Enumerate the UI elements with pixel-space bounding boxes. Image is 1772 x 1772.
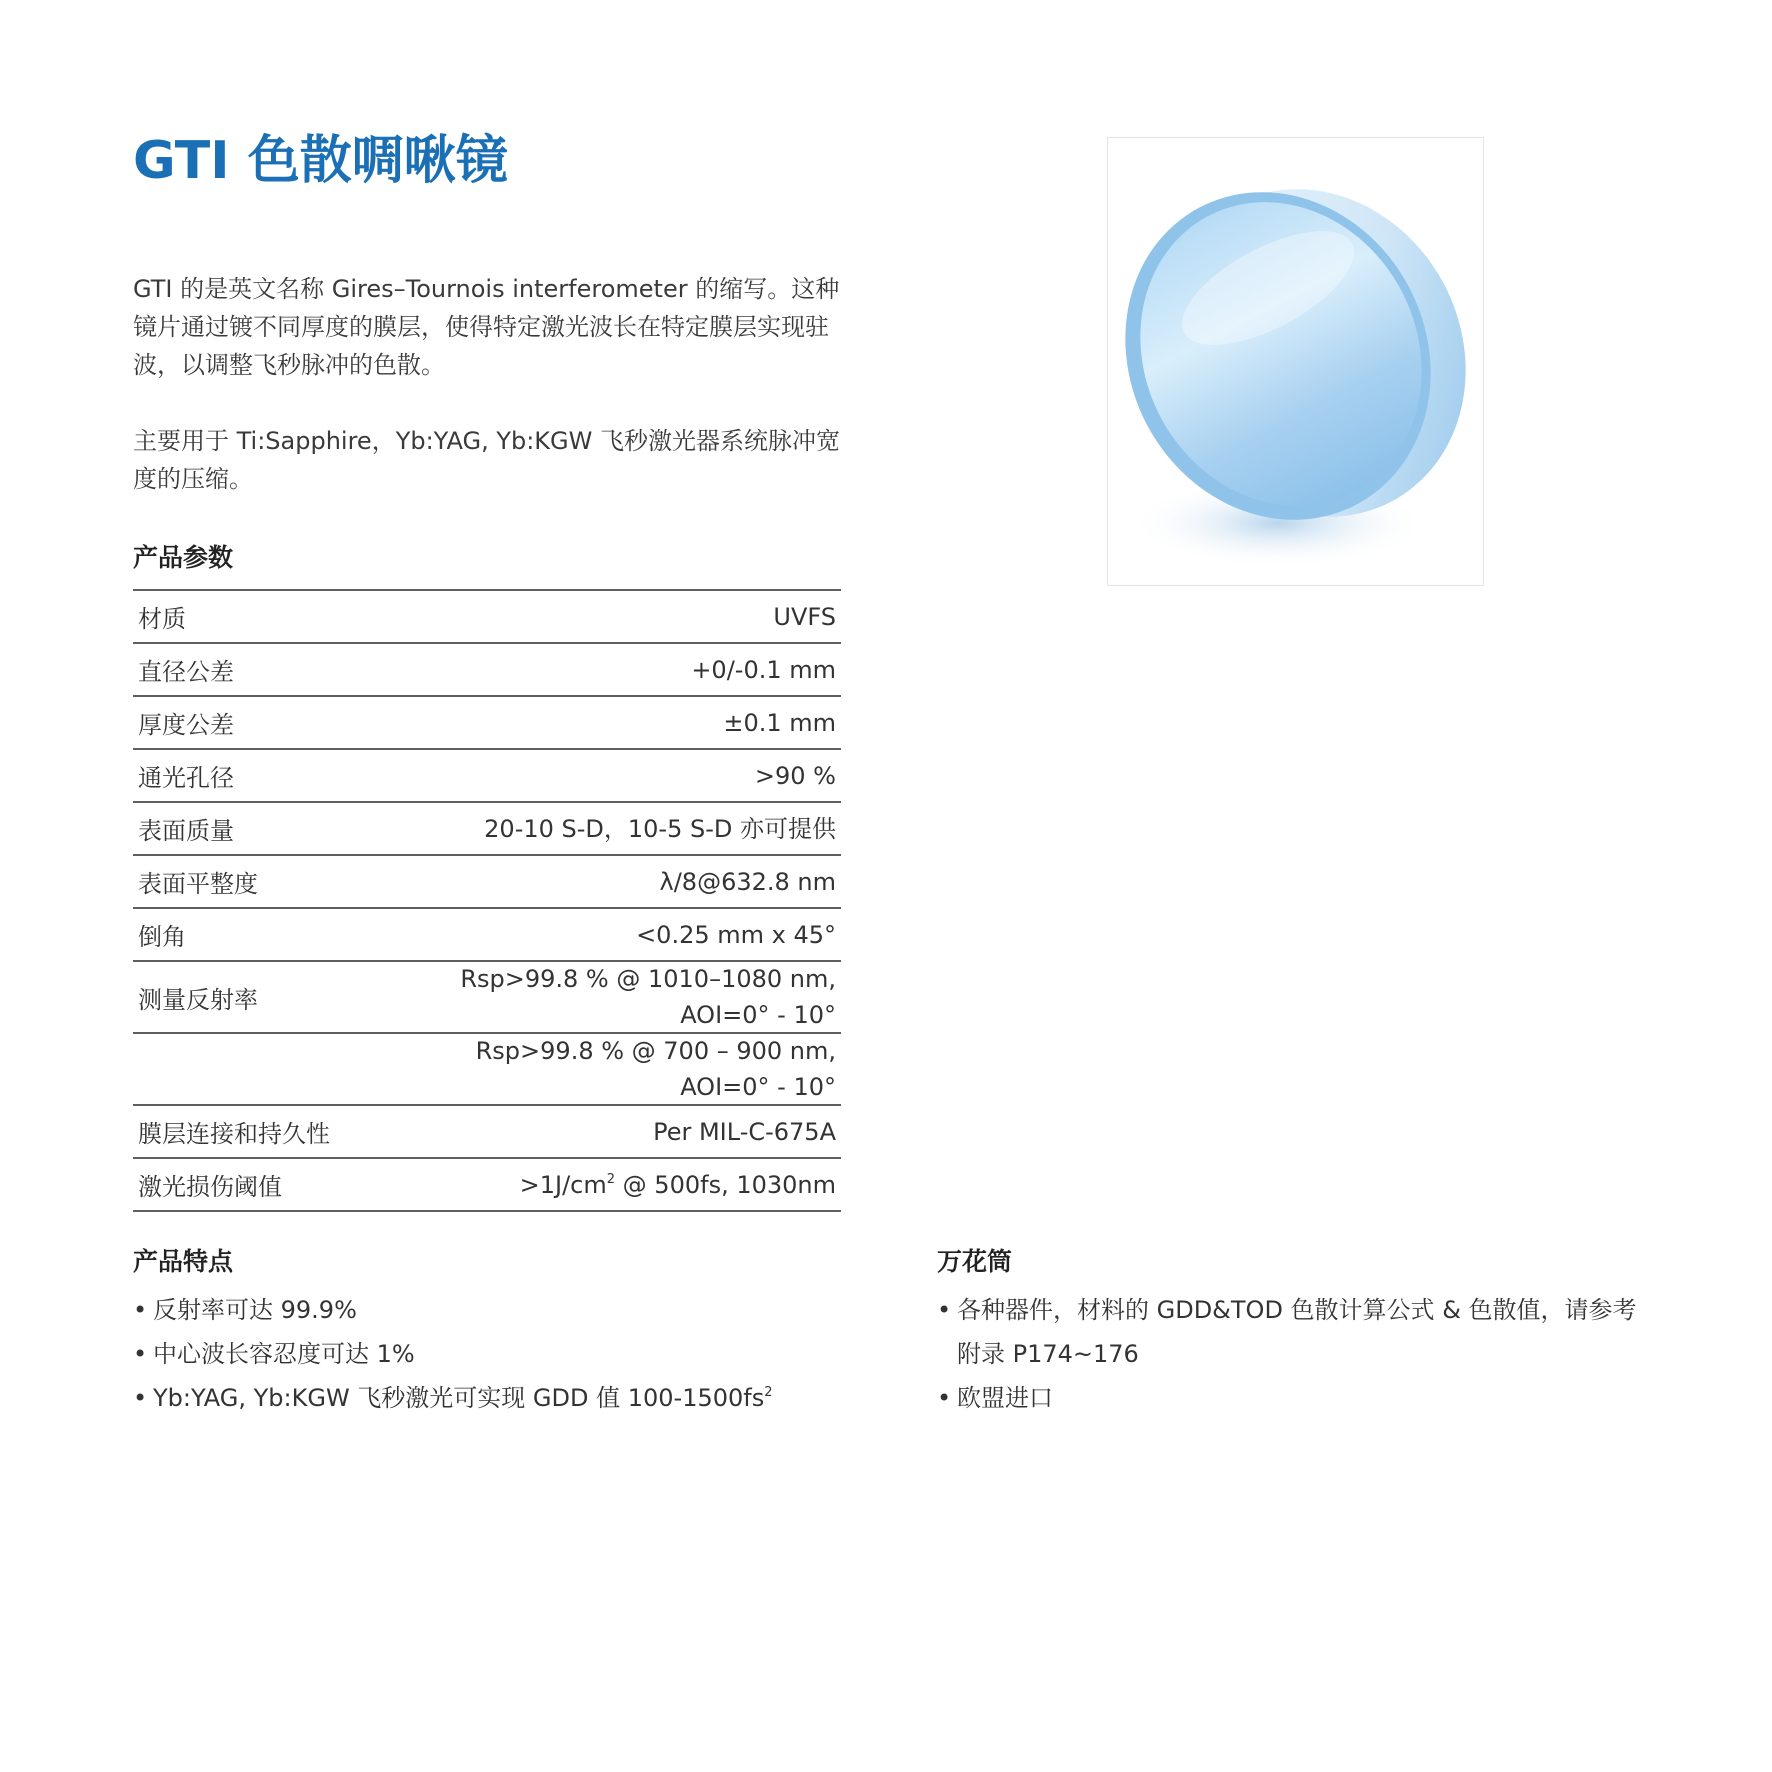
spec-row-coating-adhesion: [133, 1106, 841, 1159]
gti-mirror-icon: [1108, 138, 1483, 585]
spec-label: 表面质量: [138, 817, 234, 845]
bullet-icon: •: [133, 1340, 148, 1368]
kaleidoscope-heading: 万花筒: [937, 1247, 1013, 1276]
list-item-text: 各种器件，材料的 GDD&TOD 色散计算公式 & 色散值，请参考附录 P174~176: [957, 1296, 1637, 1368]
bullet-icon: •: [937, 1296, 952, 1324]
spec-value: 20-10 S-D，10-5 S-D 亦可提供: [484, 814, 836, 843]
spec-row-clear-aperture: [133, 750, 841, 803]
spec-value-line: Rsp>99.8 % @ 700 – 900 nm,: [475, 1037, 836, 1065]
list-item: [133, 1376, 833, 1420]
spec-value: λ/8@632.8 nm: [659, 867, 836, 896]
spec-value: [520, 1167, 841, 1203]
spec-row-damage-threshold: [133, 1159, 841, 1212]
list-item: [937, 1288, 1657, 1376]
spec-row-reflectance-1: [133, 962, 841, 1034]
spec-label: 材质: [138, 605, 186, 633]
spec-row-chamfer: [133, 909, 841, 962]
list-item-text: Yb:YAG, Yb:KGW 飞秒激光可实现 GDD 值 100-1500fs: [153, 1384, 765, 1412]
spec-table: [133, 589, 841, 1212]
list-item-text: 中心波长容忍度可达 1%: [153, 1340, 415, 1368]
spec-value: <0.25 mm x 45°: [636, 920, 836, 949]
spec-value-line: AOI=0° - 10°: [680, 1001, 836, 1029]
spec-value: [460, 961, 841, 1033]
spec-label: 厚度公差: [138, 711, 234, 739]
spec-row-material: [133, 591, 841, 644]
list-item: [133, 1332, 833, 1376]
spec-label: 直径公差: [138, 658, 234, 686]
bullet-icon: •: [937, 1384, 952, 1412]
intro-paragraph-1: GTI 的是英文名称 Gires–Tournois interferometer 的缩写。这种镜片通过镀不同厚度的膜层，使得特定激光波长在特定膜层实现驻波，以调整飞秒脉冲的色散。: [133, 275, 840, 379]
spec-label: 通光孔径: [138, 764, 234, 792]
spec-value-text: @ 500fs, 1030nm: [615, 1170, 836, 1199]
spec-row-reflectance-2: [133, 1034, 841, 1106]
superscript: 2: [606, 1171, 616, 1187]
page-title: GTI 色散啁啾镜: [133, 131, 508, 191]
spec-label: 表面平整度: [138, 870, 258, 898]
spec-value: UVFS: [773, 602, 836, 631]
intro-paragraph-2: 主要用于 Ti:Sapphire，Yb:YAG, Yb:KGW 飞秒激光器系统脉冲宽度的压缩。: [133, 427, 841, 493]
spec-heading: 产品参数: [133, 543, 234, 572]
list-item: [133, 1288, 833, 1332]
list-item: [937, 1376, 1657, 1420]
bullet-icon: •: [133, 1384, 148, 1412]
spec-value-line: AOI=0° - 10°: [680, 1073, 836, 1101]
spec-value: ±0.1 mm: [723, 708, 836, 737]
spec-label: 测量反射率: [138, 985, 258, 1014]
product-photo: [1107, 137, 1484, 586]
spec-label: 膜层连接和持久性: [138, 1120, 330, 1148]
spec-row-thickness-tolerance: [133, 697, 841, 750]
spec-label: 激光损伤阈值: [138, 1173, 282, 1201]
features-list: [133, 1288, 833, 1420]
list-item-text: 欧盟进口: [957, 1384, 1053, 1412]
spec-value: Per MIL-C-675A: [653, 1117, 836, 1146]
spec-value-line: Rsp>99.8 % @ 1010–1080 nm,: [460, 965, 836, 993]
spec-row-surface-flatness: [133, 856, 841, 909]
spec-value-text: >1J/cm: [519, 1170, 607, 1199]
list-item-text: 反射率可达 99.9%: [153, 1296, 357, 1324]
kaleidoscope-list: [937, 1288, 1657, 1420]
spec-row-diameter-tolerance: [133, 644, 841, 697]
spec-value: [476, 1033, 841, 1105]
spec-row-surface-quality: [133, 803, 841, 856]
spec-label: 倒角: [138, 923, 186, 951]
spec-value: +0/-0.1 mm: [691, 655, 836, 684]
superscript: 2: [764, 1385, 773, 1400]
features-heading: 产品特点: [133, 1247, 234, 1276]
spec-value: >90 %: [754, 761, 836, 790]
bullet-icon: •: [133, 1296, 148, 1324]
